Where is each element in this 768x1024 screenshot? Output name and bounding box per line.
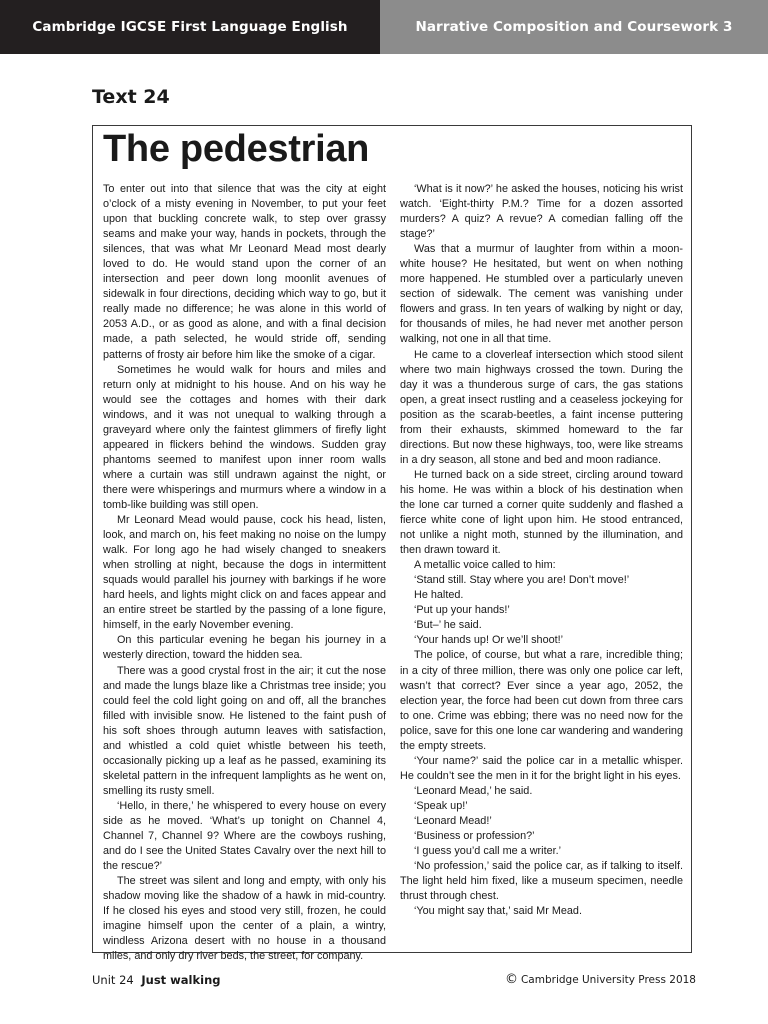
copyright-text: Cambridge University Press 2018 <box>520 973 696 986</box>
copyright-icon: © <box>504 972 518 987</box>
paragraph: There was a good crystal frost in the air; it cut the nose and made the lungs blaze like a Christmas tree inside; you could feel the cold light going on and off, all the branches filled with invisible snow. He listened to the faint push of his soft shoes through autumn leaves with satisfaction, and whistled a cold quiet whistle between his teeth, occasionally picking up a leaf as he passed, examining its skeletal pattern in the infrequent lamplights as he went on, smelling its rusty smell. <box>103 664 386 797</box>
paragraph: He halted. <box>414 589 464 602</box>
unit-number: Unit 24 <box>92 973 134 987</box>
book-title: Cambridge IGCSE First Language English <box>0 0 380 54</box>
paragraph: The police, of course, but what a rare, incredible thing; in a city of three million, there was only one police car left, wasn’t that correct? Ever since a year ago, 2052, the election year, the force had been cut down from three cars to one. Crime was ebbing; there was no need now for the police, save for this one lone car wandering and wandering the empty streets. <box>400 649 683 752</box>
paragraph: He came to a cloverleaf intersection which stood silent where two main highways crossed the town. During the day it was a thunderous surge of cars, the gas stations open, a great insect rustling and a ceaseless jockeying for position as the scarab-beetles, a faint incense puttering from their exhausts, skimmed homeward to the far directions. But now these highways, too, were like streams in a dry season, all stone and bed and moon radiance. <box>400 348 683 466</box>
paragraph: A metallic voice called to him: <box>414 559 556 572</box>
paragraph: On this particular evening he began his journey in a westerly direction, toward the hidden sea. <box>103 634 386 662</box>
paragraph: ‘Leonard Mead,’ he said. <box>414 784 533 797</box>
paragraph: ‘What is it now?’ he asked the houses, noticing his wrist watch. ‘Eight-thirty P.M.? Time for a dozen assorted murders? A quiz? A revue? A comedian falling off the stage?’ <box>400 183 683 241</box>
section-title: Narrative Composition and Coursework 3 <box>380 0 768 54</box>
paragraph: ‘Speak up!’ <box>414 799 468 812</box>
paragraph: ‘Leonard Mead!’ <box>414 814 492 827</box>
paragraph: ‘No profession,’ said the police car, as if talking to itself. The light held him fixed, like a museum specimen, needle thrust through chest. <box>400 860 683 903</box>
paragraph: ‘Your hands up! Or we’ll shoot!’ <box>414 634 564 647</box>
paragraph: Mr Leonard Mead would pause, cock his head, listen, look, and march on, his feet making no noise on the lumpy walk. For long ago he had wisely changed to sneakers when strolling at night, because the dogs in intermittent squads would parallel his journey with barkings if he wore hard heels, and lights might click on and faces appear and an entire street be startled by the passing of a lone figure, himself, in the early November evening. <box>103 514 386 632</box>
page-header <box>0 0 768 54</box>
copyright-footer <box>505 973 696 986</box>
left-column <box>103 182 386 964</box>
paragraph: ‘You might say that,’ said Mr Mead. <box>414 905 582 918</box>
right-column <box>400 182 683 919</box>
paragraph: Sometimes he would walk for hours and miles and return only at midnight to his house. And on his way he would see the cottages and homes with their dark windows, and it was not unequal to walking through a graveyard where only the faintest glimmers of firefly light appeared in flickers behind the windows. Sudden gray phantoms seemed to manifest upon inner room walls where a curtain was still undrawn against the night, or there were whisperings and murmurs where a window in a tomb-like building was still open. <box>103 363 386 511</box>
paragraph: He turned back on a side street, circling around toward his home. He was within a block of his destination when the lone car turned a corner quite suddenly and flashed a fierce white cone of light upon him. He stood entranced, not unlike a night moth, stunned by the illumination, and then drawn toward it. <box>400 468 683 557</box>
story-title: The pedestrian <box>103 128 370 170</box>
paragraph: Was that a murmur of laughter from within a moon-white house? He hesitated, but went on when nothing more happened. He stumbled over a particularly uneven section of sidewalk. The cement was vanishing under flowers and grass. In ten years of walking by night or day, for thousands of miles, he had never met another person walking, not one in all that time. <box>400 243 683 346</box>
unit-title: Just walking <box>141 973 221 987</box>
paragraph: ‘But–’ he said. <box>414 619 482 632</box>
text-number-heading: Text 24 <box>92 86 170 108</box>
paragraph: ‘Put up your hands!’ <box>414 604 510 617</box>
paragraph: The street was silent and long and empty, with only his shadow moving like the shadow of a hawk in mid-country. If he closed his eyes and stood very still, frozen, he could imagine himself upon the center of a plain, a wintry, windless Arizona desert with no house in a thousand miles, and only dry river beds, the street, for company. <box>103 875 386 963</box>
paragraph: ‘Hello, in there,’ he whispered to every house on every side as he moved. ‘What’s up tonight on Channel 4, Channel 7, Channel 9? Where are the cowboys rushing, and do I see the United States Cavalry over the next hill to the rescue?’ <box>103 799 386 873</box>
paragraph: To enter out into that silence that was the city at eight o’clock of a misty evening in November, to put your feet upon that buckling concrete walk, to step over grassy seams and make your way, hands in pockets, through the silences, that was what Mr Leonard Mead most dearly loved to do. He would stand upon the corner of an intersection and peer down long moonlit avenues of sidewalk in four directions, deciding which way to go, but it really made no difference; he was alone in this world of 2053 A.D., or as good as alone, and with a final decision made, a path selected, he would stride off, sending patterns of frosty air before him like the smoke of a cigar. <box>103 183 386 361</box>
paragraph: ‘Business or profession?’ <box>414 830 535 843</box>
unit-footer <box>92 973 221 987</box>
paragraph: ‘Your name?’ said the police car in a metallic whisper. He couldn’t see the men in it for the bright light in his eyes. <box>400 754 683 782</box>
paragraph: ‘I guess you’d call me a writer.’ <box>414 845 562 858</box>
paragraph: ‘Stand still. Stay where you are! Don’t move!’ <box>414 574 630 587</box>
